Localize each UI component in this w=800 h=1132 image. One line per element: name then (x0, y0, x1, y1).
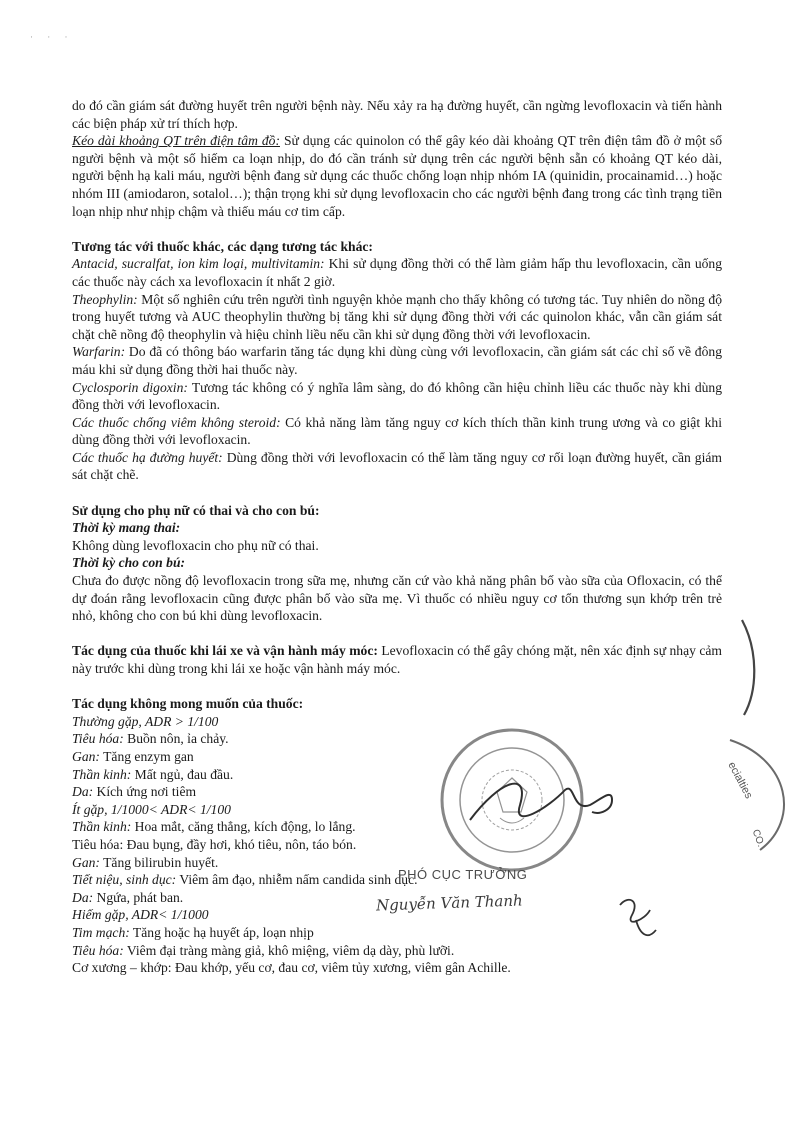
warfarin-text: Do đã có thông báo warfarin tăng tác dụng khi dùng cùng với levofloxacin, cần giám sát các chỉ số về đông máu khi sử dụng đồng thời hai thuốc này. (72, 344, 722, 377)
heading-interactions: Tương tác với thuốc khác, các dạng tương tác khác: (72, 238, 373, 254)
hypoglycemic-text: Dùng đồng thời với levofloxacin có thể làm tăng nguy cơ rối loạn đường huyết, cần giám sát chặt chẽ. (72, 449, 722, 483)
subheading-lactation: Thời kỳ cho con bú: (72, 555, 186, 571)
document-body (72, 97, 722, 977)
adr-text: Đau khớp, yếu cơ, đau cơ, viêm tủy xương, viêm gân Achille. (171, 960, 511, 976)
theophylin-label: Theophylin: (72, 291, 138, 307)
signer-title: PHÓ CỤC TRƯỞNG (398, 867, 528, 882)
adr-label: Tiêu hóa: (72, 731, 124, 747)
adr-rare-label: Hiếm gặp, ADR< 1/1000 (72, 907, 209, 923)
interaction-nsaid (72, 414, 722, 449)
pregnancy-text: Không dùng levofloxacin cho phụ nữ có thai. (72, 537, 319, 553)
adr-text: Hoa mắt, căng thẳng, kích động, lo lắng. (131, 819, 356, 835)
driving-text: Levofloxacin có thể gây chóng mặt, nên xác định sự nhạy cảm này trước khi dùng trong khi lái xe hoặc vận hành máy móc. (72, 643, 723, 676)
adr-label: Da: (72, 889, 94, 905)
paragraph-qt-prolongation (72, 132, 722, 220)
adr-label: Tiết niệu, sinh dục: (72, 872, 177, 888)
adr-uncommon-liver (72, 854, 722, 872)
nsaid-label: Các thuốc chống viêm không steroid: (72, 414, 281, 430)
paragraph-driving (72, 642, 722, 677)
interaction-warfarin (72, 343, 722, 378)
heading-adverse-effects: Tác dụng không mong muốn của thuốc: (72, 696, 304, 712)
adr-common-nervous (72, 766, 722, 784)
adr-uncommon-skin (72, 889, 722, 907)
antacid-text: Khi sử dụng đồng thời có thể làm giảm hấp thu levofloxacin, cần uống các thuốc này cách xa levofloxacin ít nhất 2 giờ. (72, 256, 723, 289)
adr-text: Đau bụng, đầy hơi, khó tiêu, nôn, táo bón. (123, 836, 357, 852)
adr-common-label: Thường gặp, ADR > 1/100 (72, 713, 219, 729)
adr-label: Thần kinh: (72, 819, 132, 835)
cyclosporin-label: Cyclosporin digoxin: (72, 379, 188, 395)
adr-label: Cơ xương – khớp: (72, 960, 172, 976)
signer-name: Nguyễn Văn Thanh (375, 891, 523, 915)
hypoglycemic-label: Các thuốc hạ đường huyết: (72, 449, 223, 465)
adr-text: Mất ngủ, đau đầu. (131, 766, 234, 782)
adr-label: Gan: (72, 854, 100, 870)
qt-label: Kéo dài khoảng QT trên điện tâm đồ: (72, 133, 280, 149)
paragraph-hypoglycemia-end: do đó cần giám sát đường huyết trên người bệnh này. Nếu xảy ra hạ đường huyết, cần ngừng levofloxacin và tiến hành các biện pháp xử trí thích hợp. (72, 98, 722, 131)
company-seal-arc (730, 740, 784, 850)
adr-label: Tim mạch: (72, 924, 130, 940)
adr-text: Ngứa, phát ban. (93, 889, 184, 905)
margin-bracket (742, 620, 754, 715)
adr-uncommon-urogenital (72, 871, 722, 889)
interaction-theophylin (72, 291, 722, 344)
company-seal-text: ecialties (725, 760, 755, 801)
adr-uncommon-digestive (72, 836, 722, 854)
interaction-hypoglycemic (72, 449, 722, 484)
adr-text: Tăng hoặc hạ huyết áp, loạn nhịp (129, 924, 314, 940)
adr-uncommon-nervous (72, 818, 722, 836)
scan-specks: · · · (30, 32, 74, 42)
adr-label: Thần kinh: (72, 766, 132, 782)
adr-rare-digestive (72, 942, 722, 960)
theophylin-text: Một số nghiên cứu trên người tình nguyện khỏe mạnh cho thấy không có tương tác. Tuy nhiên do nồng độ trong huyết tương và AUC theophylin thường bị tăng khi sử dụng đồng thời với các quinolon khác, vẫn cần giám sát chặt chẽ nồng độ theophylin và hiệu chỉnh liều nếu cần khi sử dụng đồng thời với levofloxacin. (72, 291, 722, 342)
adr-rare-cardio (72, 924, 722, 942)
adr-rare-musculoskeletal (72, 959, 722, 977)
warfarin-label: Warfarin: (72, 344, 126, 360)
adr-common-skin (72, 783, 722, 801)
adr-text: Tăng bilirubin huyết. (99, 854, 219, 870)
cyclosporin-text: Tương tác không có ý nghĩa lâm sàng, do đó không cần hiệu chỉnh liều các thuốc này khi dùng đồng thời với levofloxacin. (72, 379, 723, 413)
interaction-antacid (72, 255, 722, 290)
subheading-pregnancy: Thời kỳ mang thai: (72, 520, 181, 536)
adr-common-liver (72, 748, 722, 766)
adr-text: Buồn nôn, ỉa chảy. (123, 731, 229, 747)
lactation-text: Chưa đo được nồng độ levofloxacin trong sữa mẹ, nhưng căn cứ vào khả năng phân bố vào sữa của Ofloxacin, có thể dự đoán rằng levofloxacin cũng được phân bố vào sữa mẹ. Vì thuốc có nhiều nguy cơ tổn thương sụn khớp trên trẻ nhỏ, không cho con bú khi dùng levofloxacin. (72, 573, 722, 624)
adr-common-digestive (72, 730, 722, 748)
company-seal-text-2: CO. (749, 828, 767, 849)
adr-label: Tiêu hóa: (72, 836, 124, 852)
antacid-label: Antacid, sucralfat, ion kim loại, multivitamin: (72, 256, 325, 272)
heading-driving: Tác dụng của thuốc khi lái xe và vận hành máy móc: (72, 643, 378, 659)
adr-text: Kích ứng nơi tiêm (93, 784, 197, 800)
adr-label: Tiêu hóa: (72, 942, 124, 958)
qt-text: Sử dụng các quinolon có thể gây kéo dài khoảng QT trên điện tâm đồ ở một số người bệnh và một số hiếm ca loạn nhịp, do đó cần tránh sử dụng trên các người bệnh sẵn có khoảng QT kéo dài, người bệnh hạ kali máu, người bệnh đang sử dụng các thuốc chống loạn nhịp nhóm IA (quinidin, procainamid…) hoặc nhóm III (amiodaron, sotalol…); thận trọng khi sử dụng levofloxacin cho các người bệnh đang trong các tình trạng tiền loạn nhịp như nhịp chậm và thiếu máu cơ tim cấp. (72, 133, 722, 219)
nsaid-text: Có khả năng làm tăng nguy cơ kích thích thần kinh trung ương và co giật khi dùng đồng thời với levofloxacin. (72, 414, 722, 448)
adr-label: Gan: (72, 748, 100, 764)
adr-text: Viêm đại tràng màng giả, khô miệng, viêm dạ dày, phù lưỡi. (123, 942, 455, 958)
adr-uncommon-label: Ít gặp, 1/1000< ADR< 1/100 (72, 801, 231, 817)
adr-text: Viêm âm đạo, nhiễm nấm candida sinh dục. (176, 872, 418, 888)
adr-text: Tăng enzym gan (99, 748, 194, 764)
interaction-cyclosporin (72, 379, 722, 414)
adr-label: Da: (72, 784, 94, 800)
heading-pregnancy: Sử dụng cho phụ nữ có thai và cho con bú: (72, 502, 320, 518)
